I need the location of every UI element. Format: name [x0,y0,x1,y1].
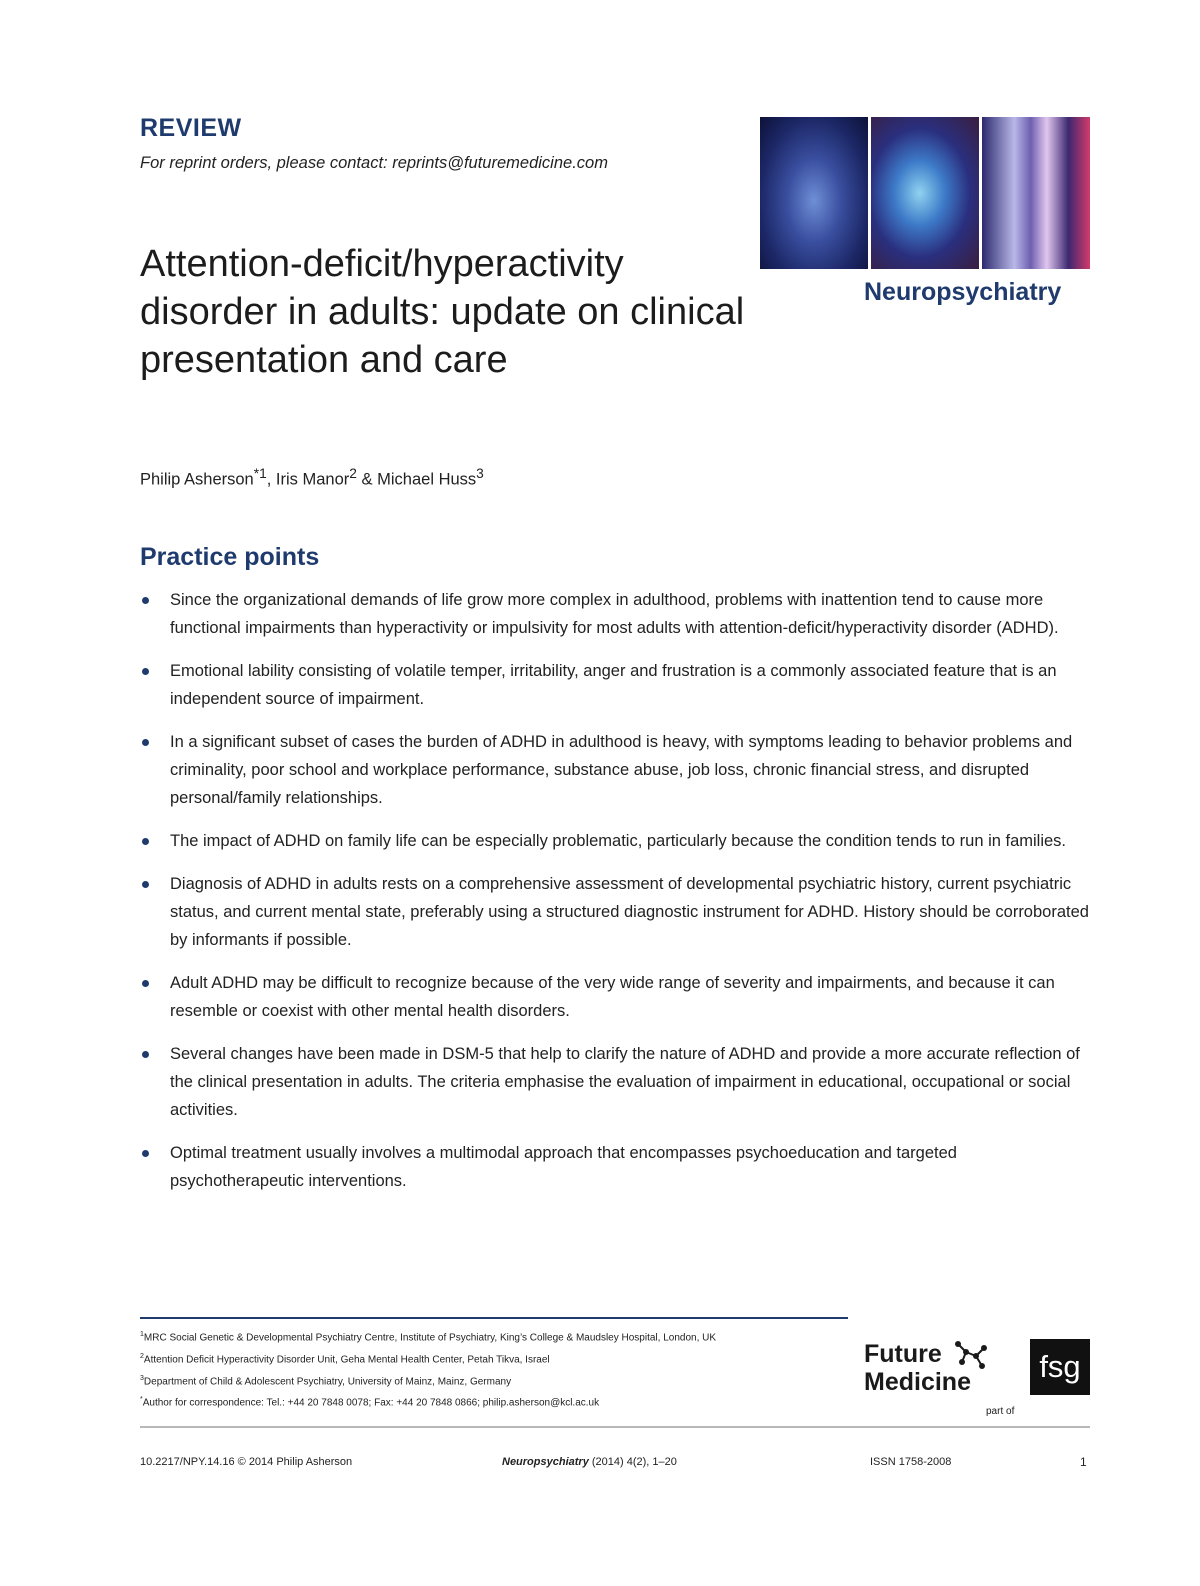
bullet-icon [142,1051,149,1058]
footnote-text: Attention Deficit Hyperactivity Disorder Unit, Geha Mental Health Center, Petah Tikva, Israel [143,1354,550,1366]
list-item [140,586,1090,642]
footnote [140,1326,850,1348]
author-name: Michael Huss [377,470,477,489]
journal-name-italic: Neuropsychiatry [502,1456,589,1468]
footnote-text: Department of Child & Adolescent Psychiatry, University of Mainz, Mainz, Germany [143,1375,512,1387]
bullet-icon [142,739,149,746]
journal-name: Neuropsychiatry [864,278,1062,306]
citation-details: (2014) 4(2), 1–20 [588,1456,677,1468]
practice-point-text: Optimal treatment usually involves a multimodal approach that encompasses psychoeducation and targeted psychotherapeutic interventions. [170,1144,957,1190]
affiliation-footnotes [140,1326,850,1413]
bullet-icon [142,838,149,845]
footnote-divider [140,1317,848,1319]
practice-points-heading: Practice points [140,543,320,571]
brain-slice-image [871,117,979,269]
author-name: Philip Asherson [140,470,254,489]
practice-point-text: Since the organizational demands of life grow more complex in adulthood, problems with inattention tend to cause more functional impairments than hyperactivity or impulsivity for most adults with attention-deficit/hyperactivity disorder (ADHD). [170,591,1059,637]
footnote-marker: 2 [140,1352,144,1360]
footnote [140,1370,850,1392]
molecule-icon [952,1336,992,1376]
footnote-marker: 3 [140,1374,144,1382]
list-item [140,728,1090,812]
bullet-icon [142,980,149,987]
author-list [140,466,484,490]
page-footer-divider [140,1426,1090,1428]
bullet-icon [142,881,149,888]
practice-point-text: Emotional lability consisting of volatile temper, irritability, anger and frustration is a commonly associated feature that is an independent source of impairment. [170,662,1057,708]
journal-citation [502,1456,677,1468]
journal-banner-image [760,117,1090,269]
footnote-text: MRC Social Genetic & Developmental Psychiatry Centre, Institute of Psychiatry, King’s College & Maudsley Hospital, London, UK [143,1332,717,1344]
list-item [140,1040,1090,1124]
issn: ISSN 1758-2008 [870,1456,952,1468]
footnote-marker: * [140,1396,143,1404]
practice-points-list [140,586,1090,1210]
list-item [140,870,1090,954]
list-item [140,969,1090,1025]
practice-point-text: In a significant subset of cases the burden of ADHD in adulthood is heavy, with symptoms leading to behavior problems and criminality, poor school and workplace performance, substance abuse, job loss, chronic financial stress, and disrupted personal/family relationships. [170,733,1073,807]
footnote [140,1391,850,1413]
list-item [140,657,1090,713]
doi-copyright: 10.2217/NPY.14.16 © 2014 Philip Asherson [140,1456,353,1468]
author-marker: *1 [253,466,267,481]
author-name: Iris Manor [275,470,350,489]
part-of-label: part of [986,1406,1015,1417]
footnote-text: Author for correspondence: Tel.: +44 20 7848 0078; Fax: +44 20 7848 0866; philip.asherson@kcl.ac.uk [142,1397,600,1409]
list-item [140,1139,1090,1195]
footnote [140,1348,850,1370]
author-separator: & [356,470,378,489]
practice-point-text: Adult ADHD may be difficult to recognize because of the very wide range of severity and impairments, and because it can resemble or coexist with other mental health disorders. [170,974,1055,1020]
article-type-label: REVIEW [140,114,242,142]
author-marker: 2 [349,466,357,481]
article-title: Attention-deficit/hyperactivity disorder in adults: update on clinical presentation and care [140,243,745,381]
page-number: 1 [1080,1455,1087,1469]
author-separator: , [266,470,276,489]
practice-point-text: Several changes have been made in DSM-5 that help to clarify the nature of ADHD and provide a more accurate reflection of the clinical presentation in adults. The criteria emphasise the evaluation of impairment in educational, occupational or social activities. [170,1045,1080,1119]
bullet-icon [142,1150,149,1157]
practice-point-text: Diagnosis of ADHD in adults rests on a comprehensive assessment of developmental psychiatric history, current psychiatric status, and current mental state, preferably using a structured diagnostic instrument for ADHD. History should be corroborated by informants if possible. [170,875,1089,949]
logo-line: Medicine [864,1368,971,1396]
bullet-icon [142,597,149,604]
neuron-image [982,117,1090,269]
brain-scan-image [760,117,868,269]
footnote-marker: 1 [140,1331,144,1338]
fsg-logo: fsg [1030,1339,1090,1395]
logo-line: Future [864,1340,942,1368]
list-item [140,827,1090,855]
author-marker: 3 [476,466,484,481]
reprint-notice: For reprint orders, please contact: reprints@futuremedicine.com [140,154,608,172]
practice-point-text: The impact of ADHD on family life can be especially problematic, particularly because the condition tends to run in families. [170,832,1067,850]
bullet-icon [142,668,149,675]
